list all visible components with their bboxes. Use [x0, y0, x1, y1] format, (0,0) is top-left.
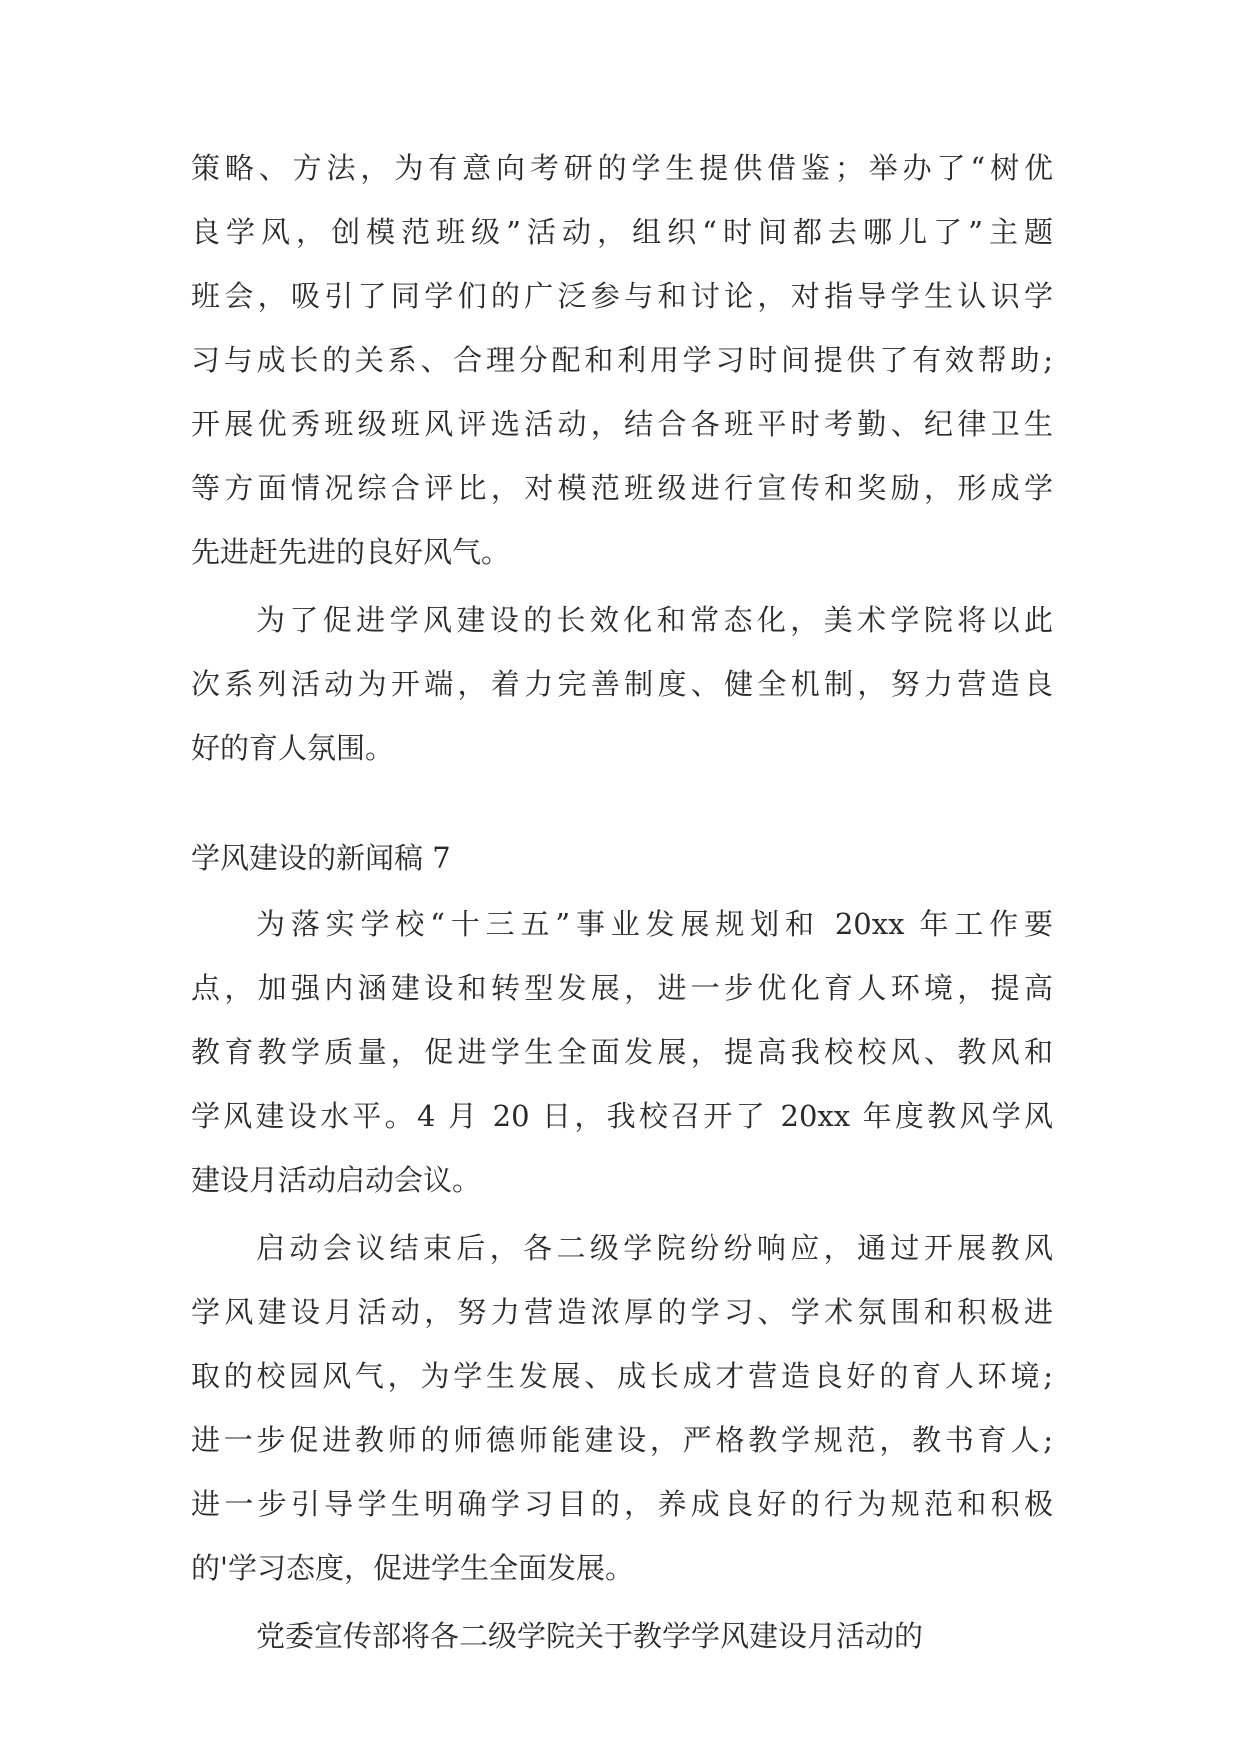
paragraph-line: 教育教学质量，促进学生全面发展，提高我校校风、教风和 [191, 1035, 1053, 1069]
paragraph-line: 习与成长的关系、合理分配和利用学习时间提供了有效帮助; [191, 343, 1053, 377]
paragraph-line: 次系列活动为开端，着力完善制度、健全机制，努力营造良 [191, 667, 1053, 701]
paragraph-line: 学风建设水平。4 月 20 日，我校召开了 20xx 年度教风学风 [191, 1099, 1053, 1133]
paragraph-line: 的'学习态度，促进学生全面发展。 [191, 1551, 634, 1585]
paragraph-line: 好的育人氛围。 [191, 731, 395, 765]
paragraph-line: 建设月活动启动会议。 [191, 1163, 482, 1197]
paragraph-line: 启动会议结束后，各二级学院纷纷响应，通过开展教风 [256, 1231, 1053, 1265]
paragraph-line: 为落实学校“十三五”事业发展规划和 20xx 年工作要 [256, 907, 1053, 941]
paragraph-line: 策略、方法，为有意向考研的学生提供借鉴；举办了“树优 [191, 151, 1053, 185]
paragraph-line: 班会，吸引了同学们的广泛参与和讨论，对指导学生认识学 [191, 279, 1053, 313]
paragraph-line: 党委宣传部将各二级学院关于教学学风建设月活动的 [256, 1619, 924, 1653]
paragraph-line: 点，加强内涵建设和转型发展，进一步优化育人环境，提高 [191, 971, 1053, 1005]
paragraph-line: 先进赶先进的良好风气。 [191, 535, 511, 569]
paragraph-line: 进一步引导学生明确学习目的，养成良好的行为规范和积极 [191, 1487, 1053, 1521]
paragraph-line: 取的校园风气，为学生发展、成长成才营造良好的育人环境; [191, 1359, 1053, 1393]
paragraph-line: 开展优秀班级班风评选活动，结合各班平时考勤、纪律卫生 [191, 407, 1053, 441]
paragraph-line: 学风建设月活动，努力营造浓厚的学习、学术氛围和积极进 [191, 1295, 1053, 1329]
section-heading: 学风建设的新闻稿 7 [191, 841, 451, 875]
paragraph-line: 为了促进学风建设的长效化和常态化，美术学院将以此 [256, 603, 1053, 637]
paragraph-line: 等方面情况综合评比，对模范班级进行宣传和奖励，形成学 [191, 471, 1053, 505]
paragraph-line: 进一步促进教师的师德师能建设，严格教学规范，教书育人; [191, 1423, 1053, 1457]
paragraph-line: 良学风，创模范班级”活动，组织“时间都去哪儿了”主题 [191, 215, 1053, 249]
